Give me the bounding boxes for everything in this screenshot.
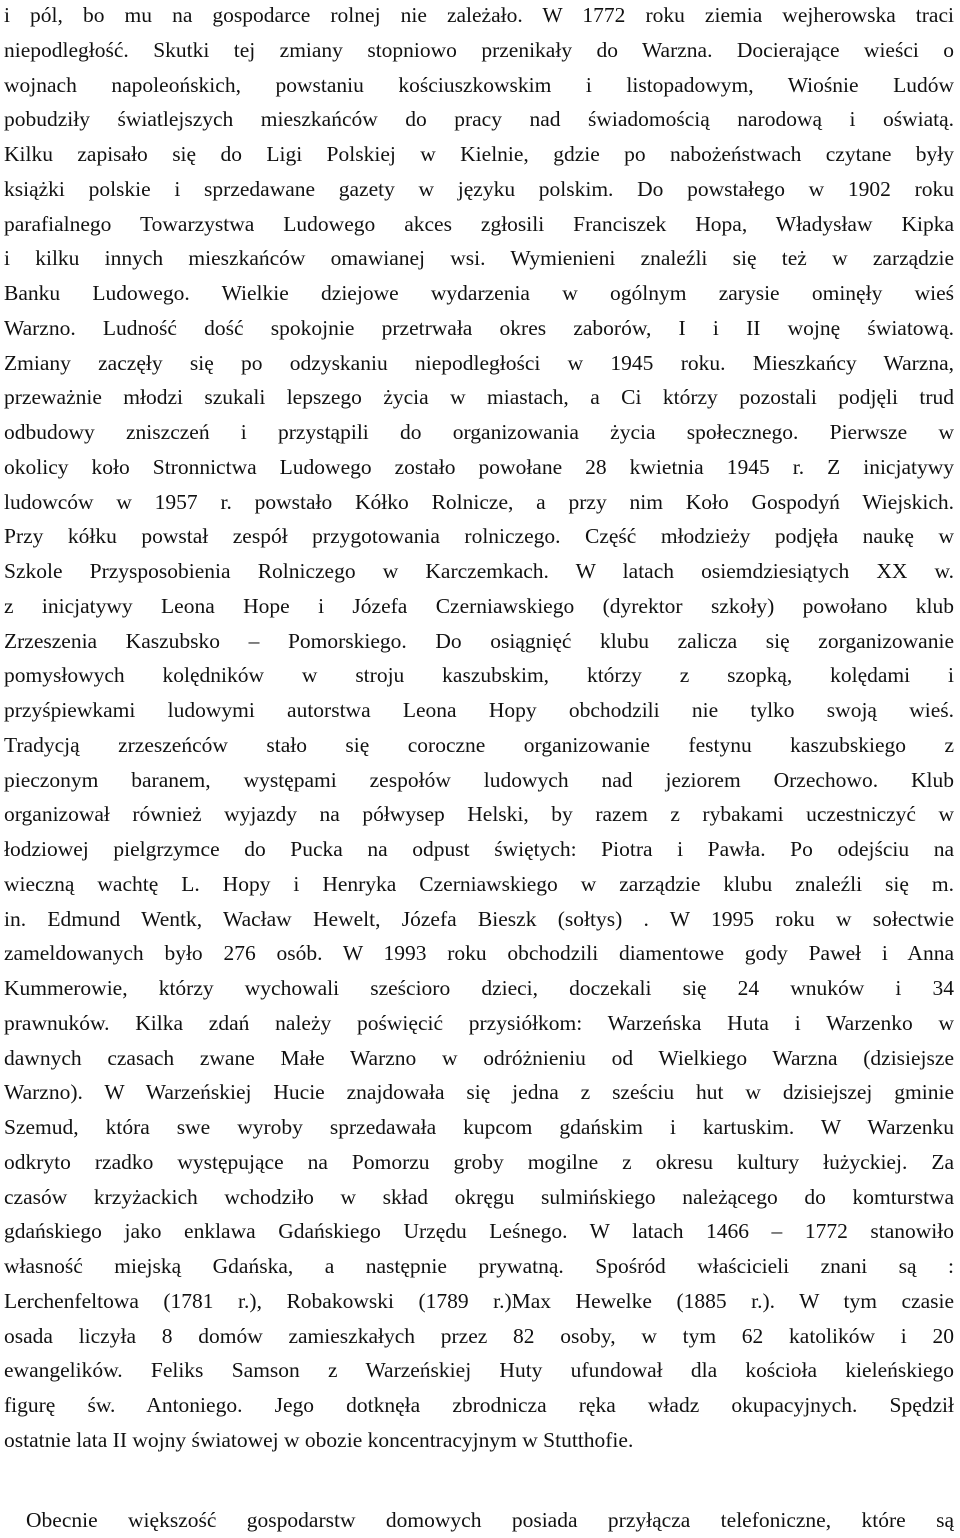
text-line: parafialnego Towarzystwa Ludowego akces zgłosili Franciszek Hopa, Władysław Kipka bbox=[4, 212, 954, 236]
text-line: zameldowanych było 276 osób. W 1993 roku obchodzili diamentowe gody Paweł i Anna bbox=[4, 941, 954, 965]
text-line: i kilku innych mieszkańców omawianej wsi. Wymienieni znaleźli się też w zarządzie bbox=[4, 246, 954, 270]
text-line: przyśpiewkami ludowymi autorstwa Leona Hopy obchodzili nie tylko swoją wieś. bbox=[4, 698, 954, 722]
text-line: niepodległość. Skutki tej zmiany stopniowo przenikały do Warzna. Docierające wieści o bbox=[4, 38, 954, 62]
text-line: książki polskie i sprzedawane gazety w języku polskim. Do powstałego w 1902 roku bbox=[4, 177, 954, 201]
text-line: dawnych czasach zwane Małe Warzno w odróżnieniu od Wielkiego Warzna (dzisiejsze bbox=[4, 1046, 954, 1070]
text-line: Lerchenfeltowa (1781 r.), Robakowski (1789 r.)Max Hewelke (1885 r.). W tym czasie bbox=[4, 1289, 954, 1313]
text-line: Kilku zapisało się do Ligi Polskiej w Kielnie, gdzie po nabożeństwach czytane były bbox=[4, 142, 954, 166]
text-line: pobudziły światlejszych mieszkańców do pracy nad świadomością narodową i oświatą. bbox=[4, 107, 954, 131]
text-line: osada liczyła 8 domów zamieszkałych przez 82 osoby, w tym 62 katolików i 20 bbox=[4, 1324, 954, 1348]
text-line: Przy kółku powstał zespół przygotowania rolniczego. Część młodzieży podjęła naukę w bbox=[4, 524, 954, 548]
text-line: Banku Ludowego. Wielkie dziejowe wydarzenia w ogólnym zarysie ominęły wieś bbox=[4, 281, 954, 305]
text-line: Zmiany zaczęły się po odzyskaniu niepodległości w 1945 roku. Mieszkańcy Warzna, bbox=[4, 351, 954, 375]
text-line: Warzno. Ludność dość spokojnie przetrwała okres zaborów, I i II wojnę światową. bbox=[4, 316, 954, 340]
text-line: in. Edmund Wentk, Wacław Hewelt, Józefa Bieszk (sołtys) . W 1995 roku w sołectwie bbox=[4, 907, 954, 931]
text-line: łodziowej pielgrzymce do Pucka na odpust świętych: Piotra i Pawła. Po odejściu na bbox=[4, 837, 954, 861]
text-line: z inicjatywy Leona Hope i Józefa Czerniawskiego (dyrektor szkoły) powołano klub bbox=[4, 594, 954, 618]
text-line: Szemud, która swe wyroby sprzedawała kupcom gdańskim i kartuskim. W Warzenku bbox=[4, 1115, 954, 1139]
text-line: okolicy koło Stronnictwa Ludowego zostało powołane 28 kwietnia 1945 r. Z inicjatywy bbox=[4, 455, 954, 479]
next-paragraph-line: Obecnie większość gospodarstw domowych posiada przyłącza telefoniczne, które są bbox=[26, 1508, 954, 1532]
text-line: odkryto rzadko występujące na Pomorzu groby mogilne z okresu kultury łużyckiej. Za bbox=[4, 1150, 954, 1174]
text-line: pieczonym baranem, występami zespołów ludowych nad jeziorem Orzechowo. Klub bbox=[4, 768, 954, 792]
text-line: przeważnie młodzi szukali lepszego życia w miastach, a Ci którzy pozostali podjęli trud bbox=[4, 385, 954, 409]
text-line: prawnuków. Kilka zdań należy poświęcić przysiółkom: Warzeńska Huta i Warzenko w bbox=[4, 1011, 954, 1035]
text-line: Tradycją zrzeszeńców stało się coroczne organizowanie festynu kaszubskiego z bbox=[4, 733, 954, 757]
text-line: ewangelików. Feliks Samson z Warzeńskiej Huty ufundował dla kościoła kieleńskiego bbox=[4, 1358, 954, 1382]
text-line: pomysłowych kolędników w stroju kaszubskim, którzy z szopką, kolędami i bbox=[4, 663, 954, 687]
text-line: czasów krzyżackich wchodziło w skład okręgu sulmińskiego należącego do komturstwa bbox=[4, 1185, 954, 1209]
text-line: odbudowy zniszczeń i przystąpili do organizowania życia społecznego. Pierwsze w bbox=[4, 420, 954, 444]
text-line: organizował również wyjazdy na półwysep Helski, by razem z rybakami uczestniczyć w bbox=[4, 802, 954, 826]
text-line: gdańskiego jako enklawa Gdańskiego Urzędu Leśnego. W latach 1466 – 1772 stanowiło bbox=[4, 1219, 954, 1243]
text-line: Kummerowie, którzy wychowali sześcioro dzieci, doczekali się 24 wnuków i 34 bbox=[4, 976, 954, 1000]
text-line: własność miejską Gdańska, a następnie prywatną. Spośród właścicieli znani są : bbox=[4, 1254, 954, 1278]
text-line: Warzno). W Warzeńskiej Hucie znajdowała się jedna z sześciu hut w dzisiejszej gminie bbox=[4, 1080, 954, 1104]
text-line: wojnach napoleońskich, powstaniu kościuszkowskim i listopadowym, Wiośnie Ludów bbox=[4, 73, 954, 97]
text-line: Szkole Przysposobienia Rolniczego w Karczemkach. W latach osiemdziesiątych XX w. bbox=[4, 559, 954, 583]
text-line: i pól, bo mu na gospodarce rolnej nie zależało. W 1772 roku ziemia wejherowska traci bbox=[4, 3, 954, 27]
text-line: ludowców w 1957 r. powstało Kółko Rolnicze, a przy nim Koło Gospodyń Wiejskich. bbox=[4, 490, 954, 514]
text-line: figurę św. Antoniego. Jego dotknęła zbrodnicza ręka władz okupacyjnych. Spędził bbox=[4, 1393, 954, 1417]
text-line: ostatnie lata II wojny światowej w obozie koncentracyjnym w Stutthofie. bbox=[4, 1428, 634, 1452]
text-line: Zrzeszenia Kaszubsko – Pomorskiego. Do osiągnięć klubu zalicza się zorganizowanie bbox=[4, 629, 954, 653]
text-line: wieczną wachtę L. Hopy i Henryka Czerniawskiego w zarządzie klubu znaleźli się m. bbox=[4, 872, 954, 896]
